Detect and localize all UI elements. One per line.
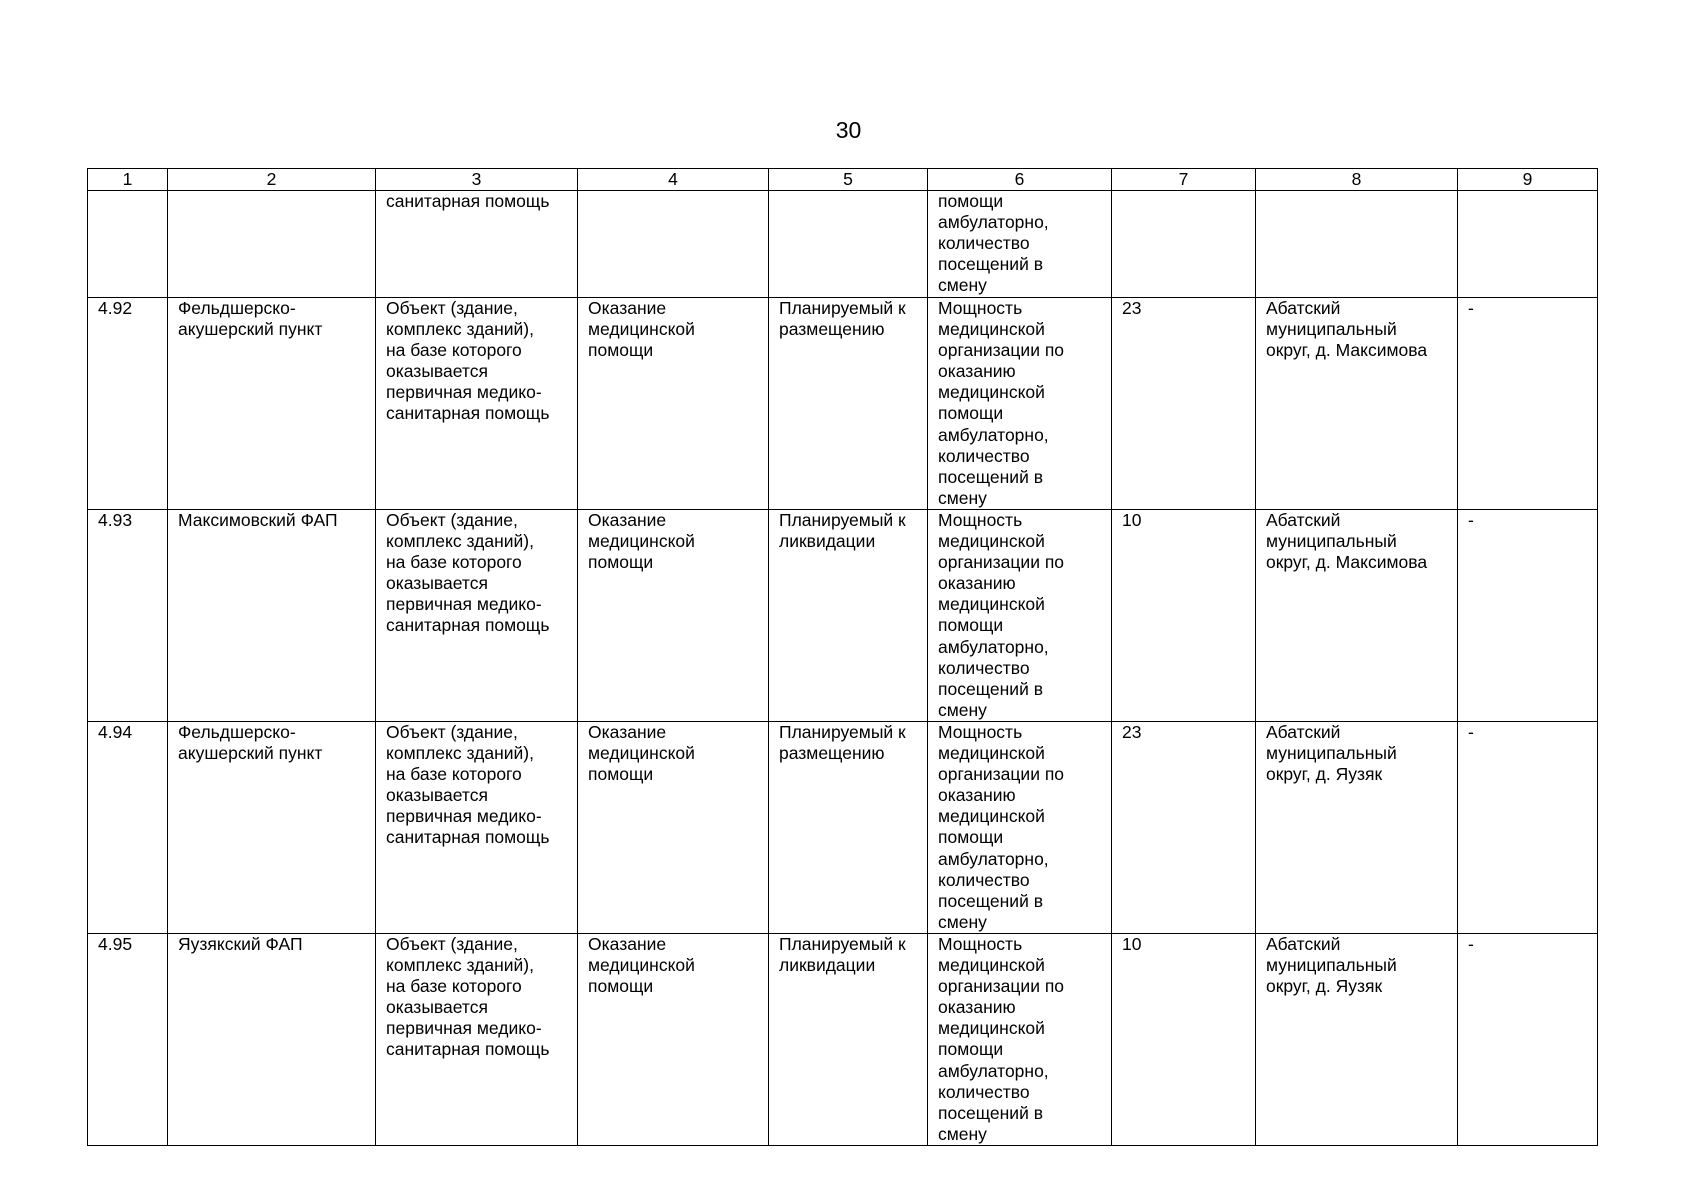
table-cell xyxy=(88,722,168,934)
table-cell xyxy=(168,191,376,298)
table-cell xyxy=(578,722,769,934)
column-header-6: 6 xyxy=(928,169,1112,191)
table-cell xyxy=(88,191,168,298)
cell-text: Яузякский ФАП xyxy=(178,934,303,954)
cell-text: Абатский муниципальный округ, д. Максимова xyxy=(1266,298,1428,361)
cell-text: Оказание медицинской помощи xyxy=(588,298,695,361)
cell-text: Фельдшерско- акушерский пункт xyxy=(178,722,323,764)
page-number: 30 xyxy=(835,117,862,143)
table-cell xyxy=(1256,510,1458,722)
table-row xyxy=(88,298,1598,510)
cell-text: Мощность медицинской организации по оказанию медицинской помощи амбулаторно, количество посещений в смену xyxy=(938,298,1065,508)
cell-text: Максимовский ФАП xyxy=(178,510,338,530)
cell-text: - xyxy=(1468,934,1474,954)
table-cell xyxy=(769,510,928,722)
cell-text: Объект (здание, комплекс зданий), на базе которого оказывается первичная медико- санитарная помощь xyxy=(386,934,550,1060)
table-cell xyxy=(1256,934,1458,1146)
table-cell xyxy=(168,510,376,722)
cell-text: 4.92 xyxy=(98,298,133,318)
column-header-8: 8 xyxy=(1256,169,1458,191)
table-cell xyxy=(928,191,1112,298)
table-cell xyxy=(376,298,578,510)
table-header-row xyxy=(88,169,1598,191)
table-cell xyxy=(1458,191,1598,298)
cell-text: Мощность медицинской организации по оказанию медицинской помощи амбулаторно, количество посещений в смену xyxy=(938,510,1065,720)
cell-text: 23 xyxy=(1122,722,1142,742)
table-cell xyxy=(578,510,769,722)
table-cell xyxy=(928,298,1112,510)
table-cell xyxy=(1112,510,1256,722)
cell-text: 4.93 xyxy=(98,510,133,530)
table-cell xyxy=(168,722,376,934)
table-cell xyxy=(376,510,578,722)
cell-text: Планируемый к ликвидации xyxy=(779,510,906,552)
table-cell xyxy=(928,722,1112,934)
cell-text: Планируемый к размещению xyxy=(779,722,906,764)
column-header-7: 7 xyxy=(1112,169,1256,191)
cell-text: помощи амбулаторно, количество посещений в смену xyxy=(938,191,1049,296)
column-header-3: 3 xyxy=(376,169,578,191)
table-cell xyxy=(88,934,168,1146)
table-row xyxy=(88,722,1598,934)
cell-text: Фельдшерско- акушерский пункт xyxy=(178,298,323,340)
cell-text: Оказание медицинской помощи xyxy=(588,510,695,573)
cell-text: Абатский муниципальный округ, д. Максимова xyxy=(1266,510,1428,573)
column-header-9: 9 xyxy=(1458,169,1598,191)
table-cell xyxy=(928,934,1112,1146)
column-header-4: 4 xyxy=(578,169,769,191)
cell-text: 10 xyxy=(1122,934,1142,954)
table-cell xyxy=(1458,510,1598,722)
table-cell xyxy=(376,722,578,934)
cell-text: Мощность медицинской организации по оказанию медицинской помощи амбулаторно, количество посещений в смену xyxy=(938,934,1065,1144)
table-cell xyxy=(1458,934,1598,1146)
table-cell xyxy=(769,722,928,934)
table-cell xyxy=(769,298,928,510)
column-header-5: 5 xyxy=(769,169,928,191)
table-cell xyxy=(1256,298,1458,510)
cell-text: Планируемый к размещению xyxy=(779,298,906,340)
table-cell xyxy=(769,934,928,1146)
cell-text: 4.95 xyxy=(98,934,133,954)
table-cell xyxy=(1112,191,1256,298)
table-cell xyxy=(1256,191,1458,298)
cell-text: Абатский муниципальный округ, д. Яузяк xyxy=(1266,934,1397,997)
table-cell xyxy=(1458,722,1598,934)
cell-text: - xyxy=(1468,722,1474,742)
cell-text: Планируемый к ликвидации xyxy=(779,934,906,976)
cell-text: Оказание медицинской помощи xyxy=(588,722,695,785)
table-cell xyxy=(1256,722,1458,934)
cell-text: Абатский муниципальный округ, д. Яузяк xyxy=(1266,722,1397,785)
cell-text: Объект (здание, комплекс зданий), на базе которого оказывается первичная медико- санитарная помощь xyxy=(386,722,550,848)
table-cell xyxy=(88,510,168,722)
table-cell xyxy=(1112,722,1256,934)
cell-text: - xyxy=(1468,510,1474,530)
table-cell xyxy=(168,934,376,1146)
table-cell xyxy=(376,191,578,298)
table-cell xyxy=(928,510,1112,722)
table-row xyxy=(88,934,1598,1146)
continuation-row xyxy=(88,191,1598,298)
table-cell xyxy=(1458,298,1598,510)
cell-text: санитарная помощь xyxy=(386,191,550,211)
cell-text: 23 xyxy=(1122,298,1142,318)
cell-text: Оказание медицинской помощи xyxy=(588,934,695,997)
cell-text: 4.94 xyxy=(98,722,133,742)
column-header-2: 2 xyxy=(168,169,376,191)
cell-text: 10 xyxy=(1122,510,1142,530)
table-row xyxy=(88,510,1598,722)
table-cell xyxy=(168,298,376,510)
cell-text: Объект (здание, комплекс зданий), на базе которого оказывается первичная медико- санитарная помощь xyxy=(386,298,550,424)
table-cell xyxy=(1112,934,1256,1146)
table-cell xyxy=(769,191,928,298)
table-cell xyxy=(578,298,769,510)
column-header-1: 1 xyxy=(88,169,168,191)
table-cell xyxy=(376,934,578,1146)
cell-text: Объект (здание, комплекс зданий), на базе которого оказывается первичная медико- санитарная помощь xyxy=(386,510,550,636)
objects-table xyxy=(87,168,1598,1146)
table-cell xyxy=(578,934,769,1146)
table-cell xyxy=(578,191,769,298)
table-cell xyxy=(88,298,168,510)
table-cell xyxy=(1112,298,1256,510)
cell-text: - xyxy=(1468,298,1474,318)
cell-text: Мощность медицинской организации по оказанию медицинской помощи амбулаторно, количество посещений в смену xyxy=(938,722,1065,932)
